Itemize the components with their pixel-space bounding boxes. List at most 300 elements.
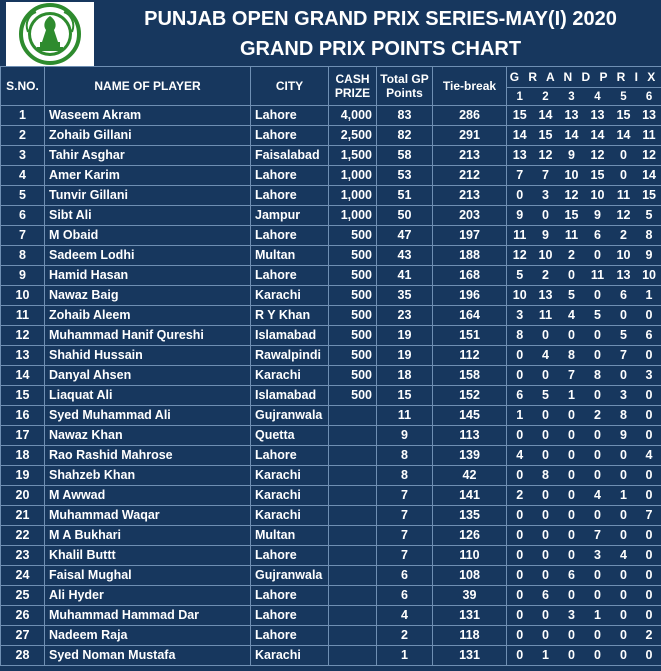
cell-tiebreak: 158 [433,366,507,386]
cell-sno: 17 [1,426,45,446]
table-row [1,646,661,666]
table-row [1,366,661,386]
cell-gp-round-6: 1 [637,286,661,306]
table-row [1,626,661,646]
header-name: NAME OF PLAYER [45,67,251,106]
cell-gp-round-2: 0 [533,406,559,426]
table-row [1,466,661,486]
cell-tiebreak: 110 [433,546,507,566]
cell-player-name: Sibt Ali [45,206,251,226]
header-total-gp [377,67,433,106]
cell-sno: 5 [1,186,45,206]
cell-city: Lahore [251,226,329,246]
cell-player-name: Rao Rashid Mahrose [45,446,251,466]
cell-gp-round-6: 0 [637,426,661,446]
cell-gp-round-1: 14 [507,126,533,146]
cell-cash-prize: 1,500 [329,146,377,166]
header-cash-l2: PRIZE [334,86,371,100]
header-round-3: 3 [559,88,585,106]
cell-gp-round-6: 10 [637,266,661,286]
cell-tiebreak: 152 [433,386,507,406]
cell-gp-round-6: 11 [637,126,661,146]
table-row [1,526,661,546]
cell-gp-round-1: 0 [507,586,533,606]
cell-gp-round-1: 0 [507,466,533,486]
cell-gp-round-3: 6 [559,566,585,586]
cell-city: Gujranwala [251,406,329,426]
cell-sno: 23 [1,546,45,566]
cell-gp-round-3: 3 [559,606,585,626]
cell-gp-round-1: 7 [507,166,533,186]
cell-gp-round-5: 9 [611,426,637,446]
cell-gp-round-6: 0 [637,606,661,626]
cell-sno: 20 [1,486,45,506]
header-cash-l1: CASH [335,72,370,86]
cell-cash-prize: 500 [329,286,377,306]
cell-gp-round-4: 1 [585,606,611,626]
header-gp-l1: Total GP [380,72,429,86]
cell-total-gp: 7 [377,546,433,566]
cell-gp-round-3: 4 [559,306,585,326]
cell-total-gp: 11 [377,406,433,426]
cell-city: Lahore [251,606,329,626]
cell-cash-prize: 500 [329,306,377,326]
cell-sno: 26 [1,606,45,626]
cell-gp-round-2: 6 [533,586,559,606]
cell-sno: 6 [1,206,45,226]
cell-cash-prize [329,526,377,546]
cell-gp-round-3: 1 [559,386,585,406]
cell-player-name: Muhammad Waqar [45,506,251,526]
cell-gp-round-5: 6 [611,286,637,306]
cell-gp-round-2: 14 [533,106,559,126]
cell-gp-round-3: 8 [559,346,585,366]
cell-cash-prize: 2,500 [329,126,377,146]
association-logo-icon [6,2,94,66]
cell-gp-round-6: 6 [637,326,661,346]
cell-cash-prize: 4,000 [329,106,377,126]
cell-gp-round-1: 8 [507,326,533,346]
cell-gp-round-4: 0 [585,246,611,266]
cell-gp-round-4: 0 [585,646,611,666]
cell-cash-prize [329,566,377,586]
cell-gp-round-6: 2 [637,626,661,646]
cell-gp-round-4: 2 [585,406,611,426]
cell-sno: 8 [1,246,45,266]
page-title: PUNJAB OPEN GRAND PRIX SERIES-MAY(I) 2020 [144,8,617,30]
cell-total-gp: 41 [377,266,433,286]
table-row [1,306,661,326]
cell-gp-round-3: 10 [559,166,585,186]
cell-sno: 2 [1,126,45,146]
cell-player-name: Ali Hyder [45,586,251,606]
cell-gp-round-4: 12 [585,146,611,166]
cell-gp-round-2: 0 [533,366,559,386]
cell-gp-round-2: 4 [533,346,559,366]
cell-sno: 1 [1,106,45,126]
cell-sno: 25 [1,586,45,606]
cell-tiebreak: 126 [433,526,507,546]
cell-gp-round-4: 0 [585,506,611,526]
table-row [1,506,661,526]
cell-gp-round-2: 3 [533,186,559,206]
cell-player-name: Syed Muhammad Ali [45,406,251,426]
cell-gp-round-5: 12 [611,206,637,226]
cell-gp-round-2: 12 [533,146,559,166]
cell-cash-prize: 1,000 [329,166,377,186]
cell-gp-round-5: 0 [611,466,637,486]
cell-city: Lahore [251,186,329,206]
cell-gp-round-4: 8 [585,366,611,386]
cell-tiebreak: 197 [433,226,507,246]
cell-gp-round-6: 0 [637,526,661,546]
cell-gp-round-2: 5 [533,386,559,406]
cell-gp-round-3: 0 [559,466,585,486]
cell-city: Lahore [251,106,329,126]
cell-gp-round-1: 12 [507,246,533,266]
cell-gp-round-2: 10 [533,246,559,266]
cell-gp-round-3: 0 [559,546,585,566]
cell-tiebreak: 196 [433,286,507,306]
cell-gp-round-1: 15 [507,106,533,126]
cell-gp-round-4: 11 [585,266,611,286]
cell-gp-round-2: 7 [533,166,559,186]
header-round-6: 6 [637,88,661,106]
cell-gp-round-6: 12 [637,146,661,166]
cell-gp-round-6: 0 [637,406,661,426]
cell-gp-round-2: 0 [533,526,559,546]
page-subtitle: GRAND PRIX POINTS CHART [239,38,522,60]
cell-city: Lahore [251,126,329,146]
cell-gp-round-4: 4 [585,486,611,506]
cell-total-gp: 7 [377,506,433,526]
cell-total-gp: 4 [377,606,433,626]
cell-gp-round-2: 0 [533,206,559,226]
cell-tiebreak: 286 [433,106,507,126]
cell-gp-round-1: 5 [507,266,533,286]
cell-total-gp: 47 [377,226,433,246]
cell-gp-round-3: 0 [559,586,585,606]
cell-player-name: M Awwad [45,486,251,506]
cell-gp-round-5: 0 [611,606,637,626]
cell-total-gp: 1 [377,646,433,666]
cell-cash-prize [329,466,377,486]
cell-sno: 9 [1,266,45,286]
table-row [1,166,661,186]
cell-cash-prize: 1,000 [329,186,377,206]
cell-gp-round-5: 15 [611,106,637,126]
cell-cash-prize: 500 [329,226,377,246]
cell-gp-round-4: 6 [585,226,611,246]
cell-gp-round-5: 0 [611,506,637,526]
cell-gp-round-1: 0 [507,546,533,566]
cell-city: Lahore [251,586,329,606]
cell-cash-prize [329,486,377,506]
header-gp-l2: Points [386,86,423,100]
cell-cash-prize: 500 [329,246,377,266]
cell-player-name: Tunvir Gillani [45,186,251,206]
cell-sno: 4 [1,166,45,186]
cell-gp-round-6: 3 [637,366,661,386]
cell-gp-round-1: 0 [507,346,533,366]
cell-gp-round-6: 0 [637,386,661,406]
cell-gp-round-2: 0 [533,606,559,626]
cell-player-name: Muhammad Hanif Qureshi [45,326,251,346]
cell-gp-round-1: 0 [507,506,533,526]
cell-city: Karachi [251,366,329,386]
cell-gp-round-3: 0 [559,266,585,286]
cell-gp-round-2: 0 [533,326,559,346]
cell-gp-round-6: 7 [637,506,661,526]
header-round-2: 2 [533,88,559,106]
cell-gp-round-5: 0 [611,586,637,606]
cell-gp-round-6: 4 [637,446,661,466]
cell-gp-round-2: 0 [533,566,559,586]
cell-gp-round-1: 10 [507,286,533,306]
cell-gp-round-4: 15 [585,166,611,186]
cell-sno: 19 [1,466,45,486]
cell-gp-round-2: 2 [533,266,559,286]
cell-player-name: Muhammad Hammad Dar [45,606,251,626]
cell-gp-round-3: 15 [559,206,585,226]
table-row [1,326,661,346]
cell-total-gp: 6 [377,586,433,606]
cell-total-gp: 53 [377,166,433,186]
cell-gp-round-6: 13 [637,106,661,126]
cell-gp-round-5: 0 [611,166,637,186]
cell-sno: 18 [1,446,45,466]
header-sno: S.NO. [1,67,45,106]
cell-gp-round-2: 15 [533,126,559,146]
cell-gp-round-4: 0 [585,466,611,486]
cell-gp-round-4: 0 [585,446,611,466]
cell-cash-prize: 500 [329,366,377,386]
cell-total-gp: 19 [377,326,433,346]
table-row [1,106,661,126]
cell-gp-round-4: 0 [585,566,611,586]
cell-gp-round-6: 5 [637,206,661,226]
cell-total-gp: 7 [377,486,433,506]
cell-gp-round-5: 0 [611,526,637,546]
cell-gp-round-3: 14 [559,126,585,146]
cell-tiebreak: 118 [433,626,507,646]
cell-gp-round-6: 15 [637,186,661,206]
cell-gp-round-4: 13 [585,106,611,126]
table-row [1,206,661,226]
cell-city: Multan [251,246,329,266]
cell-tiebreak: 139 [433,446,507,466]
cell-sno: 22 [1,526,45,546]
table-row [1,286,661,306]
cell-gp-round-5: 14 [611,126,637,146]
table-row [1,546,661,566]
cell-player-name: Shahzeb Khan [45,466,251,486]
cell-gp-round-1: 9 [507,206,533,226]
cell-city: Jampur [251,206,329,226]
cell-gp-round-3: 13 [559,106,585,126]
cell-gp-round-5: 0 [611,446,637,466]
cell-gp-round-3: 12 [559,186,585,206]
header-round-1: 1 [507,88,533,106]
cell-player-name: Nawaz Khan [45,426,251,446]
table-row [1,266,661,286]
cell-gp-round-3: 0 [559,526,585,546]
cell-gp-round-4: 0 [585,386,611,406]
cell-player-name: Syed Noman Mustafa [45,646,251,666]
cell-player-name: Khalil Buttt [45,546,251,566]
cell-total-gp: 6 [377,566,433,586]
cell-tiebreak: 291 [433,126,507,146]
cell-total-gp: 23 [377,306,433,326]
cell-player-name: Faisal Mughal [45,566,251,586]
cell-cash-prize: 500 [329,346,377,366]
cell-gp-round-1: 0 [507,606,533,626]
cell-gp-round-4: 3 [585,546,611,566]
cell-city: Rawalpindi [251,346,329,366]
cell-gp-round-2: 0 [533,626,559,646]
cell-gp-round-1: 0 [507,426,533,446]
cell-city: Lahore [251,446,329,466]
cell-gp-round-5: 3 [611,386,637,406]
cell-total-gp: 82 [377,126,433,146]
table-row [1,426,661,446]
cell-gp-round-6: 0 [637,306,661,326]
cell-player-name: Shahid Hussain [45,346,251,366]
cell-cash-prize [329,506,377,526]
cell-total-gp: 19 [377,346,433,366]
cell-total-gp: 51 [377,186,433,206]
cell-gp-round-2: 0 [533,506,559,526]
cell-player-name: Danyal Ahsen [45,366,251,386]
cell-gp-round-5: 8 [611,406,637,426]
cell-gp-round-4: 10 [585,186,611,206]
cell-player-name: M A Bukhari [45,526,251,546]
cell-gp-round-3: 0 [559,646,585,666]
cell-sno: 13 [1,346,45,366]
cell-player-name: Waseem Akram [45,106,251,126]
cell-sno: 16 [1,406,45,426]
cell-tiebreak: 39 [433,586,507,606]
cell-gp-round-3: 0 [559,626,585,646]
cell-tiebreak: 213 [433,186,507,206]
cell-tiebreak: 168 [433,266,507,286]
cell-player-name: Amer Karim [45,166,251,186]
cell-gp-round-3: 0 [559,446,585,466]
cell-player-name: M Obaid [45,226,251,246]
cell-gp-round-3: 0 [559,486,585,506]
cell-sno: 11 [1,306,45,326]
cell-city: Lahore [251,266,329,286]
cell-tiebreak: 42 [433,466,507,486]
cell-city: Lahore [251,546,329,566]
cell-player-name: Zohaib Aleem [45,306,251,326]
cell-tiebreak: 213 [433,146,507,166]
cell-city: Islamabad [251,386,329,406]
cell-gp-round-3: 11 [559,226,585,246]
cell-cash-prize: 500 [329,326,377,346]
cell-gp-round-1: 13 [507,146,533,166]
cell-gp-round-4: 9 [585,206,611,226]
cell-player-name: Hamid Hasan [45,266,251,286]
cell-gp-round-4: 0 [585,346,611,366]
cell-gp-round-6: 9 [637,246,661,266]
cell-total-gp: 15 [377,386,433,406]
cell-gp-round-2: 11 [533,306,559,326]
cell-city: Karachi [251,286,329,306]
cell-cash-prize: 500 [329,266,377,286]
table-row [1,446,661,466]
header-tiebreak: Tie-break [433,67,507,106]
cell-total-gp: 43 [377,246,433,266]
cell-sno: 14 [1,366,45,386]
cell-gp-round-4: 5 [585,306,611,326]
cell-gp-round-5: 0 [611,146,637,166]
cell-city: Lahore [251,626,329,646]
cell-tiebreak: 188 [433,246,507,266]
cell-gp-round-3: 5 [559,286,585,306]
cell-gp-round-2: 1 [533,646,559,666]
cell-gp-round-3: 0 [559,326,585,346]
cell-tiebreak: 141 [433,486,507,506]
cell-city: R Y Khan [251,306,329,326]
cell-tiebreak: 145 [433,406,507,426]
cell-cash-prize: 1,000 [329,206,377,226]
table-row [1,186,661,206]
cell-gp-round-2: 13 [533,286,559,306]
cell-gp-round-5: 4 [611,546,637,566]
cell-gp-round-1: 0 [507,186,533,206]
cell-gp-round-3: 7 [559,366,585,386]
cell-cash-prize [329,646,377,666]
cell-gp-round-3: 0 [559,406,585,426]
cell-city: Karachi [251,486,329,506]
cell-gp-round-3: 0 [559,506,585,526]
cell-gp-round-1: 0 [507,566,533,586]
cell-city: Karachi [251,646,329,666]
cell-sno: 7 [1,226,45,246]
cell-gp-round-5: 13 [611,266,637,286]
cell-tiebreak: 203 [433,206,507,226]
cell-city: Faisalabad [251,146,329,166]
table-row [1,146,661,166]
table-row [1,566,661,586]
cell-gp-round-6: 0 [637,566,661,586]
cell-gp-round-4: 0 [585,586,611,606]
table-row [1,486,661,506]
cell-total-gp: 8 [377,466,433,486]
cell-gp-round-1: 2 [507,486,533,506]
cell-gp-round-5: 0 [611,626,637,646]
cell-gp-round-1: 0 [507,366,533,386]
cell-gp-round-4: 14 [585,126,611,146]
cell-gp-round-2: 0 [533,426,559,446]
cell-gp-round-1: 0 [507,526,533,546]
cell-gp-round-1: 11 [507,226,533,246]
cell-gp-round-6: 0 [637,346,661,366]
cell-cash-prize [329,606,377,626]
cell-cash-prize [329,426,377,446]
cell-gp-round-6: 0 [637,466,661,486]
table-row [1,126,661,146]
table-row [1,246,661,266]
cell-city: Lahore [251,166,329,186]
cell-sno: 21 [1,506,45,526]
cell-tiebreak: 108 [433,566,507,586]
cell-tiebreak: 212 [433,166,507,186]
cell-gp-round-6: 0 [637,546,661,566]
cell-city: Gujranwala [251,566,329,586]
cell-gp-round-5: 0 [611,366,637,386]
